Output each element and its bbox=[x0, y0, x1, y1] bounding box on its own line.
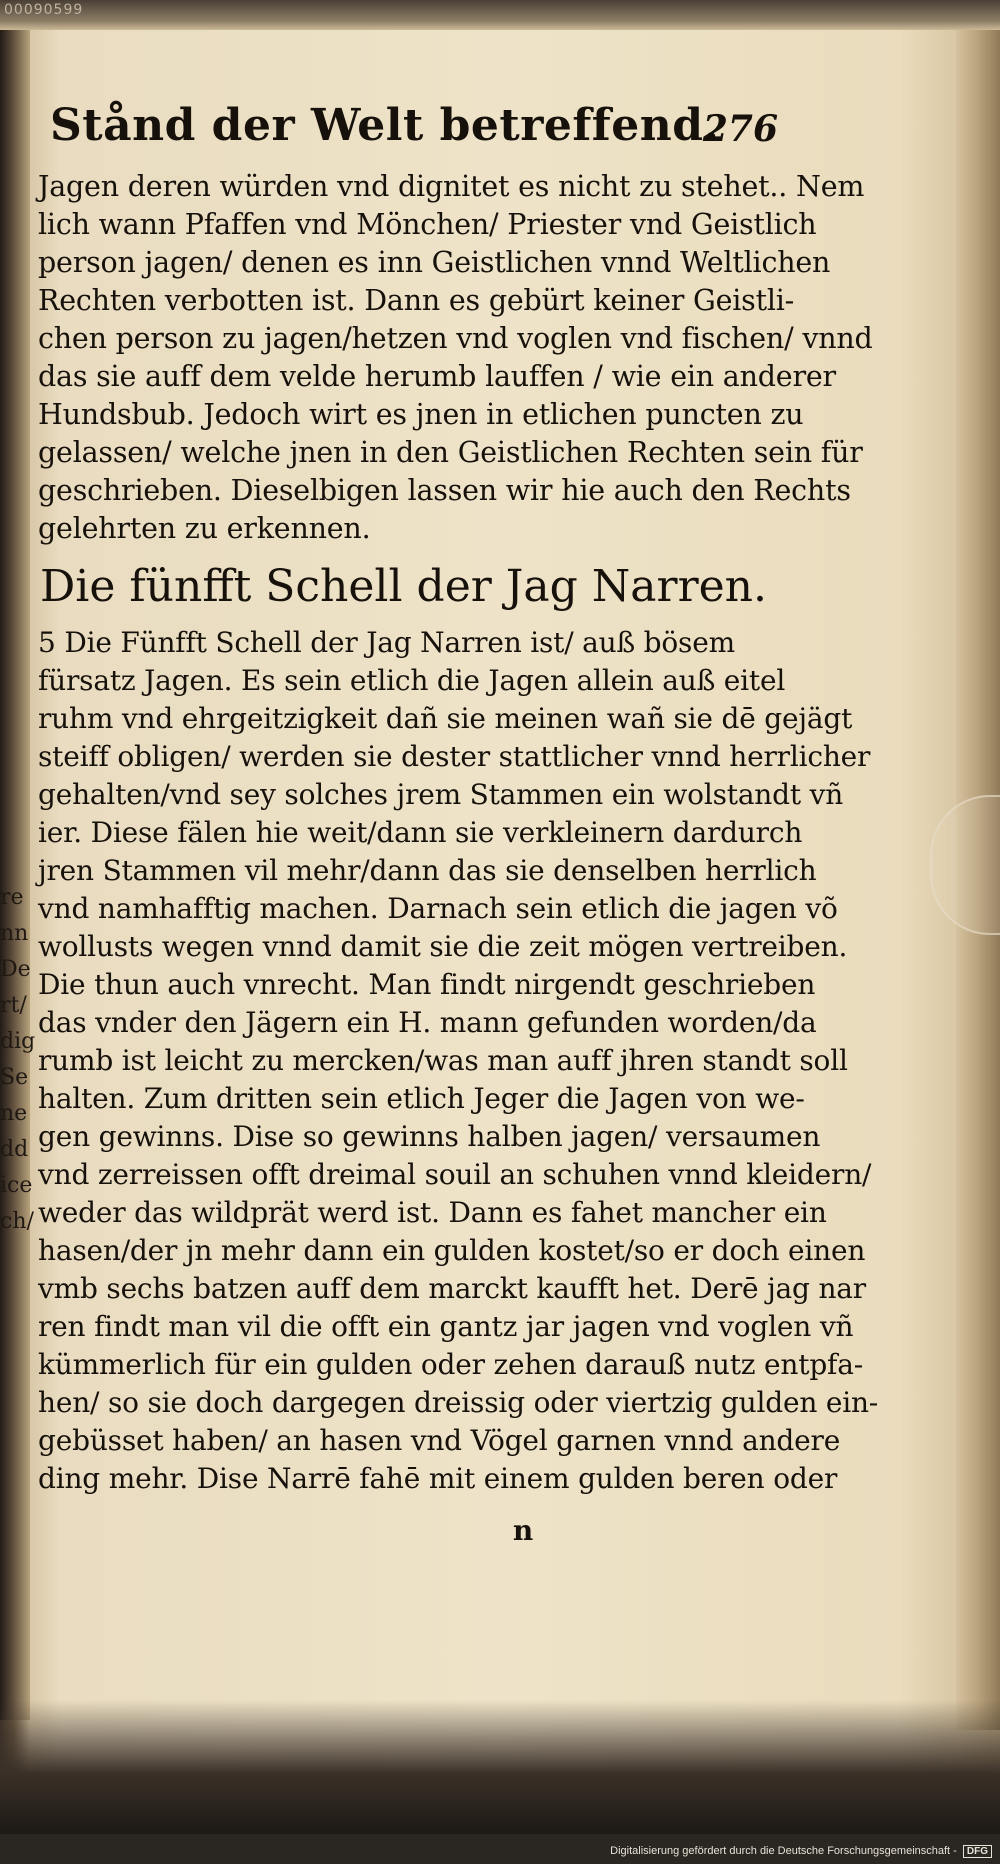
paragraph-2 bbox=[38, 624, 879, 1498]
text-line: Rechten verbotten ist. Dann es gebürt keiner Geistli- bbox=[38, 284, 795, 317]
section-heading: Die fünfft Schell der Jag Narren. bbox=[40, 561, 767, 612]
text-line: steiff obligen/ werden sie dester stattlicher vnnd herrlicher bbox=[38, 740, 871, 773]
text-line: rumb ist leicht zu mercken/was man auff jhren standt soll bbox=[38, 1044, 848, 1077]
margin-fragment: De bbox=[0, 957, 31, 982]
scan-top-strip bbox=[0, 0, 1000, 30]
text-line: ding mehr. Dise Narrē fahē mit einem gulden beren oder bbox=[38, 1462, 838, 1495]
margin-fragment: ne bbox=[0, 1101, 28, 1126]
signature-mark: n bbox=[512, 1514, 534, 1547]
text-line: das sie auff dem velde herumb lauffen / wie ein anderer bbox=[38, 360, 836, 393]
text-line: gelehrten zu erkennen. bbox=[38, 512, 371, 545]
text-line: hasen/der jn mehr dann ein gulden kostet/so er doch einen bbox=[38, 1234, 866, 1267]
text-line: Die thun auch vnrecht. Man findt nirgendt geschrieben bbox=[38, 968, 816, 1001]
text-line: weder das wildprät werd ist. Dann es fahet mancher ein bbox=[38, 1196, 827, 1229]
margin-fragments bbox=[0, 880, 36, 1240]
text-line: Hundsbub. Jedoch wirt es jnen in etlichen puncten zu bbox=[38, 398, 804, 431]
text-line: wollusts wegen vnnd damit sie die zeit mögen vertreiben. bbox=[38, 930, 848, 963]
text-line: lich wann Pfaffen vnd Mönchen/ Priester vnd Geistlich bbox=[38, 208, 817, 241]
text-line: gehalten/vnd sey solches jrem Stammen ein wolstandt vñ bbox=[38, 778, 844, 811]
text-line: das vnder den Jägern ein H. mann gefunden worden/da bbox=[38, 1006, 817, 1039]
text-line: gelassen/ welche jnen in den Geistlichen Rechten sein für bbox=[38, 436, 863, 469]
text-line: fürsatz Jagen. Es sein etlich die Jagen allein auß eitel bbox=[38, 664, 786, 697]
text-line: vmb sechs batzen auff dem marckt kaufft het. Derē jag nar bbox=[38, 1272, 866, 1305]
scan-id-label: 00090599 bbox=[4, 2, 84, 18]
margin-fragment: nn bbox=[0, 921, 29, 946]
text-line: hen/ so sie doch dargegen dreissig oder viertzig gulden ein- bbox=[38, 1386, 879, 1419]
text-line: ier. Diese fälen hie weit/dann sie verkleinern dardurch bbox=[38, 816, 803, 849]
margin-fragment: re bbox=[0, 885, 24, 910]
page-clip-tab bbox=[930, 795, 1000, 935]
margin-fragment: rt/ bbox=[0, 993, 27, 1018]
page-number: 276 bbox=[702, 108, 778, 150]
credit-text: Digitalisierung gefördert durch die Deutsche Forschungsgemeinschaft - bbox=[610, 1845, 957, 1857]
text-line: geschrieben. Dieselbigen lassen wir hie auch den Rechts bbox=[38, 474, 851, 507]
scan-bottom-shadow bbox=[0, 1700, 1000, 1834]
text-line: ren findt man vil die offt ein gantz jar jagen vnd voglen vñ bbox=[38, 1310, 854, 1343]
text-line: vnd namhafftig machen. Darnach sein etlich die jagen võ bbox=[38, 892, 838, 925]
text-line: chen person zu jagen/hetzen vnd voglen vnd fischen/ vnnd bbox=[38, 322, 873, 355]
margin-fragment: ch/ bbox=[0, 1209, 34, 1234]
margin-fragment: dd bbox=[0, 1137, 29, 1162]
margin-fragment: dig bbox=[0, 1029, 36, 1054]
dfg-logo: DFG bbox=[963, 1845, 992, 1858]
page-edge-left bbox=[0, 30, 36, 1720]
page-header bbox=[38, 100, 778, 160]
text-line: gen gewinns. Dise so gewinns halben jagen/ versaumen bbox=[38, 1120, 821, 1153]
text-line: 5 Die Fünfft Schell der Jag Narren ist/ auß bösem bbox=[38, 626, 735, 659]
margin-fragment: ice bbox=[0, 1173, 33, 1198]
book-page bbox=[38, 100, 879, 1547]
paragraph-1 bbox=[38, 168, 873, 548]
text-line: halten. Zum dritten sein etlich Jeger die Jagen von we- bbox=[38, 1082, 805, 1115]
text-line: vnd zerreissen offt dreimal souil an schuhen vnnd kleidern/ bbox=[38, 1158, 872, 1191]
margin-fragment: Se bbox=[0, 1065, 29, 1090]
text-line: jren Stammen vil mehr/dann das sie denselben herrlich bbox=[38, 854, 817, 887]
text-line: Jagen deren würden vnd dignitet es nicht zu stehet.. Nem bbox=[38, 170, 865, 203]
text-line: person jagen/ denen es inn Geistlichen vnnd Weltlichen bbox=[38, 246, 831, 279]
text-line: ruhm vnd ehrgeitzigkeit dañ sie meinen wañ sie dē gejägt bbox=[38, 702, 853, 735]
digitization-credit bbox=[610, 1845, 992, 1858]
text-line: gebüsset haben/ an hasen vnd Vögel garnen vnnd andere bbox=[38, 1424, 841, 1457]
text-line: kümmerlich für ein gulden oder zehen darauß nutz entpfa- bbox=[38, 1348, 863, 1381]
running-head: Stånd der Welt betreffend. bbox=[50, 100, 720, 151]
